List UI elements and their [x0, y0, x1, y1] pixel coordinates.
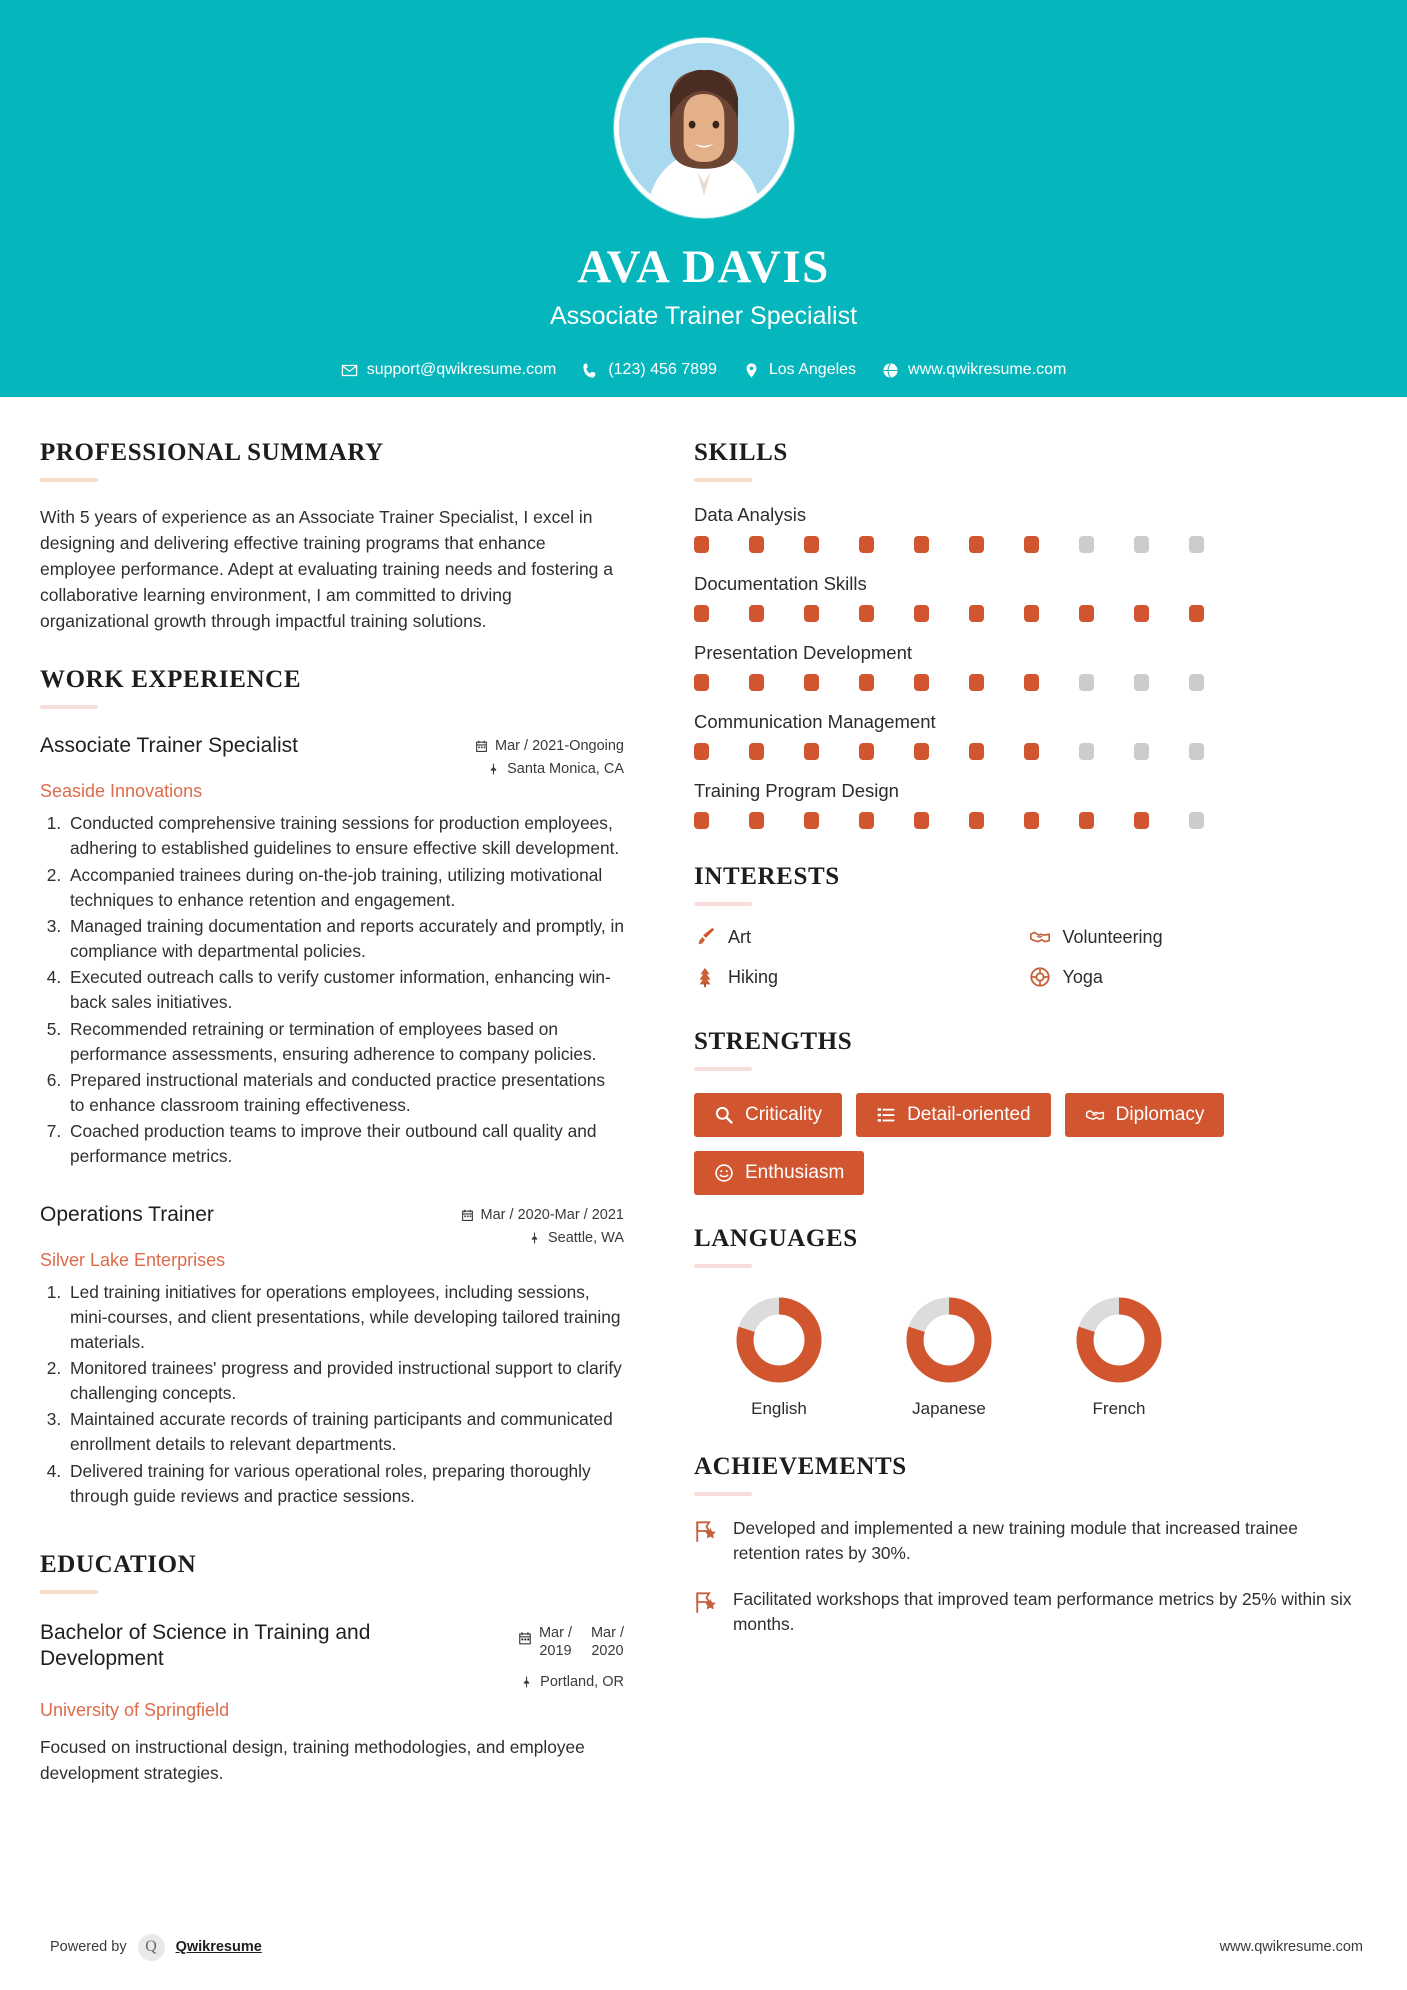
- job-meta: [424, 1202, 624, 1246]
- list-item: 2. Accompanied trainees during on-the-job training, utilizing motivational techniques to enhance retention and engagement.: [66, 863, 624, 913]
- skill-rating-dot: [1134, 605, 1149, 622]
- job-meta: [424, 733, 624, 777]
- globe-icon: [882, 362, 899, 379]
- work-entry: [40, 733, 624, 1169]
- skill-rating-dot: [1024, 536, 1039, 553]
- education-location-text: Portland, OR: [540, 1674, 624, 1691]
- strength-tag-diplomacy: [1065, 1093, 1225, 1137]
- skill-rating-dot: [1024, 812, 1039, 829]
- section-rule: [694, 478, 752, 482]
- education-description: Focused on instructional design, training methodologies, and employee development strategies.: [40, 1737, 585, 1783]
- achievement-text: Facilitated workshops that improved team performance metrics by 25% within six months.: [733, 1588, 1352, 1634]
- interest-item-volunteering: [1029, 926, 1364, 948]
- job-bullets: [40, 811, 624, 1169]
- skill-rating-dot: [1079, 812, 1094, 829]
- paintbrush-icon: [694, 926, 716, 948]
- skill-rating-dot: [749, 812, 764, 829]
- section-rule: [694, 1067, 752, 1071]
- language-label: French: [1092, 1399, 1146, 1418]
- school-name: University of Springfield: [40, 1700, 230, 1721]
- strengths-heading: STRENGTHS: [694, 1028, 853, 1055]
- qwikresume-brand-link[interactable]: Qwikresume: [175, 1939, 262, 1955]
- section-work-experience: [40, 666, 624, 1509]
- skill-rating-dot: [749, 536, 764, 553]
- skill-rating-dot: [859, 743, 874, 760]
- strength-tag-enthusiasm: [694, 1151, 864, 1195]
- powered-by: [50, 1934, 262, 1961]
- skill-rating-dot: [859, 812, 874, 829]
- footer: [0, 1904, 1407, 1990]
- interest-label: Art: [728, 926, 752, 947]
- powered-by-label: Powered by: [50, 1939, 127, 1955]
- language-label: Japanese: [912, 1399, 986, 1418]
- contact-email-text: support@qwikresume.com: [366, 361, 557, 378]
- job-dates-text: Mar / 2021-Ongoing: [495, 738, 624, 755]
- skill-rating-dot: [859, 605, 874, 622]
- job-company: Seaside Innovations: [40, 781, 203, 802]
- star-badge-icon: [694, 1589, 720, 1615]
- summary-text: With 5 years of experience as an Associate Trainer Specialist, I excel in designing and delivering effective training programs that enhance employee performance. Adept at evaluating training needs and fostering a collaborative learning environment, I am committed to driving organizational growth through impactful training solutions.: [40, 507, 614, 632]
- section-rule: [694, 1264, 752, 1268]
- skill-item: [694, 642, 1363, 691]
- section-summary: [40, 439, 624, 634]
- skill-rating-dot: [1134, 674, 1149, 691]
- calendar-icon: [475, 739, 488, 753]
- job-dates: [424, 738, 624, 754]
- skill-rating-dot: [804, 812, 819, 829]
- skill-rating: [694, 812, 1363, 829]
- job-location: [424, 761, 624, 777]
- contact-row: [333, 361, 1075, 379]
- section-interests: [694, 863, 1363, 1006]
- star-badge-icon: [694, 1518, 720, 1544]
- skill-rating-dot: [969, 605, 984, 622]
- skill-rating-dot: [749, 743, 764, 760]
- section-rule: [40, 705, 98, 709]
- skill-rating-dot: [1189, 536, 1204, 553]
- education-dates: [424, 1625, 624, 1660]
- handshake-icon: [1029, 926, 1051, 948]
- education-entry: [40, 1620, 624, 1786]
- section-education: [40, 1551, 624, 1786]
- list-item: 6. Prepared instructional materials and conducted practice presentations to enhance classroom training effectiveness.: [66, 1068, 624, 1118]
- skill-label: Presentation Development: [694, 642, 913, 663]
- list-item: 1. Conducted comprehensive training sessions for production employees, adhering to established guidelines to ensure effective skill development.: [66, 811, 624, 861]
- list-item: 5. Recommended retraining or termination of employees based on performance assessments, ensuring adherence to company policies.: [66, 1017, 624, 1067]
- life-ring-icon: [1029, 966, 1051, 988]
- language-donut-chart: [903, 1294, 995, 1386]
- skill-rating-dot: [1024, 674, 1039, 691]
- envelope-icon: [341, 362, 358, 379]
- avatar-photo: [619, 43, 789, 213]
- job-location: [424, 1230, 624, 1246]
- summary-heading: PROFESSIONAL SUMMARY: [40, 439, 384, 466]
- footer-site: www.qwikresume.com: [1219, 1939, 1363, 1955]
- skills-heading: SKILLS: [694, 439, 788, 466]
- skill-rating-dot: [1189, 605, 1204, 622]
- skill-rating-dot: [1134, 743, 1149, 760]
- interests-heading: INTERESTS: [694, 863, 840, 890]
- strengths-grid: [694, 1093, 1363, 1195]
- education-heading: EDUCATION: [40, 1550, 197, 1578]
- contact-website-text: www.qwikresume.com: [908, 361, 1067, 378]
- interest-label: Yoga: [1062, 966, 1103, 987]
- section-skills: [694, 439, 1363, 829]
- skill-rating-dot: [914, 674, 929, 691]
- skill-rating-dot: [804, 674, 819, 691]
- list-item: 7. Coached production teams to improve their outbound call quality and performance metrics.: [66, 1119, 624, 1169]
- skill-rating-dot: [694, 536, 709, 553]
- strength-label: Criticality: [745, 1104, 823, 1125]
- skill-label: Communication Management: [694, 711, 936, 732]
- interest-item-art: [694, 926, 1029, 948]
- job-bullets: [40, 1280, 624, 1509]
- skill-label: Documentation Skills: [694, 573, 867, 594]
- skill-rating: [694, 605, 1363, 622]
- interest-item-hiking: [694, 966, 1029, 988]
- logo-mark: Q: [145, 1938, 157, 1955]
- education-end-year: 2020: [591, 1642, 624, 1659]
- skill-rating-dot: [694, 812, 709, 829]
- calendar-icon: [518, 1631, 532, 1646]
- skill-item: [694, 711, 1363, 760]
- work-heading: WORK EXPERIENCE: [40, 666, 302, 694]
- skill-rating-dot: [1024, 605, 1039, 622]
- job-role: Operations Trainer: [40, 1202, 214, 1226]
- skill-rating-dot: [694, 605, 709, 622]
- education-location: [424, 1674, 624, 1690]
- contact-location-text: Los Angeles: [768, 361, 857, 378]
- pin-icon: [520, 1675, 533, 1689]
- skill-rating-dot: [804, 743, 819, 760]
- skill-rating-dot: [859, 536, 874, 553]
- skill-rating-dot: [804, 536, 819, 553]
- interest-label: Hiking: [728, 966, 779, 987]
- strength-label: Detail-oriented: [907, 1104, 1031, 1125]
- job-dates: [424, 1207, 624, 1223]
- section-languages: [694, 1225, 1363, 1419]
- strength-tag-criticality: [694, 1093, 842, 1137]
- skill-rating: [694, 743, 1363, 760]
- language-donut-chart: [1073, 1294, 1165, 1386]
- list-item: 2. Monitored trainees' progress and provided instructional support to clarify challenging concepts.: [66, 1356, 624, 1406]
- skill-rating-dot: [1079, 743, 1094, 760]
- interest-label: Volunteering: [1062, 926, 1163, 947]
- skill-rating-dot: [1134, 536, 1149, 553]
- strength-tag-detail-oriented: [856, 1093, 1051, 1137]
- achievement-item: [694, 1516, 1363, 1567]
- job-company: Silver Lake Enterprises: [40, 1249, 226, 1270]
- work-entry: [40, 1202, 624, 1509]
- skill-rating-dot: [1079, 605, 1094, 622]
- tree-icon: [694, 966, 716, 988]
- page-title: AVA DAVIS: [577, 241, 830, 293]
- degree-title: Bachelor of Science in Training and Development: [40, 1620, 371, 1670]
- contact-phone[interactable]: [574, 361, 725, 379]
- skill-label: Training Program Design: [694, 780, 899, 801]
- skill-rating-dot: [804, 605, 819, 622]
- skill-rating-dot: [1189, 743, 1204, 760]
- skill-rating-dot: [694, 743, 709, 760]
- contact-website[interactable]: [874, 361, 1074, 379]
- handshake-icon: [1085, 1105, 1105, 1125]
- skill-rating-dot: [969, 812, 984, 829]
- language-item: [694, 1294, 864, 1419]
- section-rule: [694, 902, 752, 906]
- language-label: English: [751, 1399, 807, 1418]
- language-donut-chart: [733, 1294, 825, 1386]
- skill-rating-dot: [1189, 812, 1204, 829]
- calendar-icon: [461, 1208, 474, 1222]
- list-item: 3. Managed training documentation and reports accurately and promptly, in compliance with departmental policies.: [66, 914, 624, 964]
- pin-icon: [487, 762, 500, 776]
- pin-icon: [528, 1231, 541, 1245]
- left-column: [0, 397, 660, 1786]
- strength-label: Diplomacy: [1115, 1104, 1205, 1125]
- job-dates-text: Mar / 2020-Mar / 2021: [480, 1206, 624, 1223]
- skill-rating-dot: [749, 674, 764, 691]
- resume-body: [0, 397, 1407, 1786]
- job-title: Associate Trainer Specialist: [549, 302, 858, 330]
- contact-phone-text: (123) 456 7899: [608, 361, 717, 378]
- list-item: 4. Executed outreach calls to verify customer information, enhancing win-back sales initiatives.: [66, 965, 624, 1015]
- skill-rating-dot: [1079, 536, 1094, 553]
- education-date-end: [591, 1625, 624, 1660]
- language-item: [1034, 1294, 1204, 1419]
- skill-label: Data Analysis: [694, 504, 807, 525]
- skill-rating-dot: [969, 536, 984, 553]
- achievements-heading: ACHIEVEMENTS: [694, 1453, 907, 1480]
- skill-rating-dot: [914, 743, 929, 760]
- languages-row: [694, 1294, 1363, 1419]
- job-location-text: Santa Monica, CA: [507, 761, 624, 778]
- qwikresume-logo-icon: [138, 1934, 165, 1961]
- contact-email[interactable]: [333, 361, 565, 379]
- skill-rating-dot: [914, 812, 929, 829]
- skill-rating-dot: [1024, 743, 1039, 760]
- list-item: 3. Maintained accurate records of training participants and communicated enrollment details to relevant departments.: [66, 1407, 624, 1457]
- skill-rating: [694, 536, 1363, 553]
- job-location-text: Seattle, WA: [547, 1229, 624, 1246]
- skill-item: [694, 573, 1363, 622]
- section-achievements: [694, 1453, 1363, 1637]
- list-icon: [876, 1105, 896, 1125]
- section-strengths: [694, 1028, 1363, 1195]
- education-date-start: [539, 1625, 572, 1660]
- achievement-text: Developed and implemented a new training module that increased trainee retention rates by 30%.: [733, 1518, 1298, 1564]
- skills-list: [694, 504, 1363, 829]
- skill-item: [694, 780, 1363, 829]
- skill-rating-dot: [969, 674, 984, 691]
- job-role: Associate Trainer Specialist: [40, 734, 298, 758]
- skill-rating-dot: [969, 743, 984, 760]
- list-item: 4. Delivered training for various operational roles, preparing thoroughly through guide reviews and practice sessions.: [66, 1459, 624, 1509]
- languages-heading: LANGUAGES: [694, 1225, 858, 1252]
- skill-rating-dot: [1189, 674, 1204, 691]
- skill-rating: [694, 674, 1363, 691]
- skill-rating-dot: [914, 605, 929, 622]
- skill-rating-dot: [749, 605, 764, 622]
- strength-label: Enthusiasm: [745, 1162, 845, 1183]
- avatar: [614, 38, 794, 218]
- section-rule: [40, 478, 98, 482]
- skill-rating-dot: [694, 674, 709, 691]
- skill-rating-dot: [914, 536, 929, 553]
- skill-item: [694, 504, 1363, 553]
- contact-location[interactable]: [735, 361, 864, 379]
- skill-rating-dot: [859, 674, 874, 691]
- education-start-year: 2019: [539, 1642, 572, 1659]
- search-icon: [714, 1105, 734, 1125]
- location-pin-icon: [743, 362, 760, 379]
- language-item: [864, 1294, 1034, 1419]
- resume-header: [0, 0, 1407, 397]
- phone-icon: [582, 362, 599, 379]
- achievement-item: [694, 1587, 1363, 1638]
- interests-grid: [694, 926, 1363, 1006]
- interest-item-yoga: [1029, 966, 1364, 988]
- section-rule: [694, 1492, 752, 1496]
- skill-rating-dot: [1079, 674, 1094, 691]
- smiley-icon: [714, 1163, 734, 1183]
- right-column: [660, 397, 1407, 1786]
- education-end-month: Mar /: [590, 1624, 624, 1641]
- education-start-month: Mar /: [538, 1624, 572, 1641]
- list-item: 1. Led training initiatives for operations employees, including sessions, mini-courses, and client presentations, while developing tailored training materials.: [66, 1280, 624, 1355]
- skill-rating-dot: [1134, 812, 1149, 829]
- education-meta: [424, 1620, 624, 1690]
- section-rule: [40, 1590, 98, 1594]
